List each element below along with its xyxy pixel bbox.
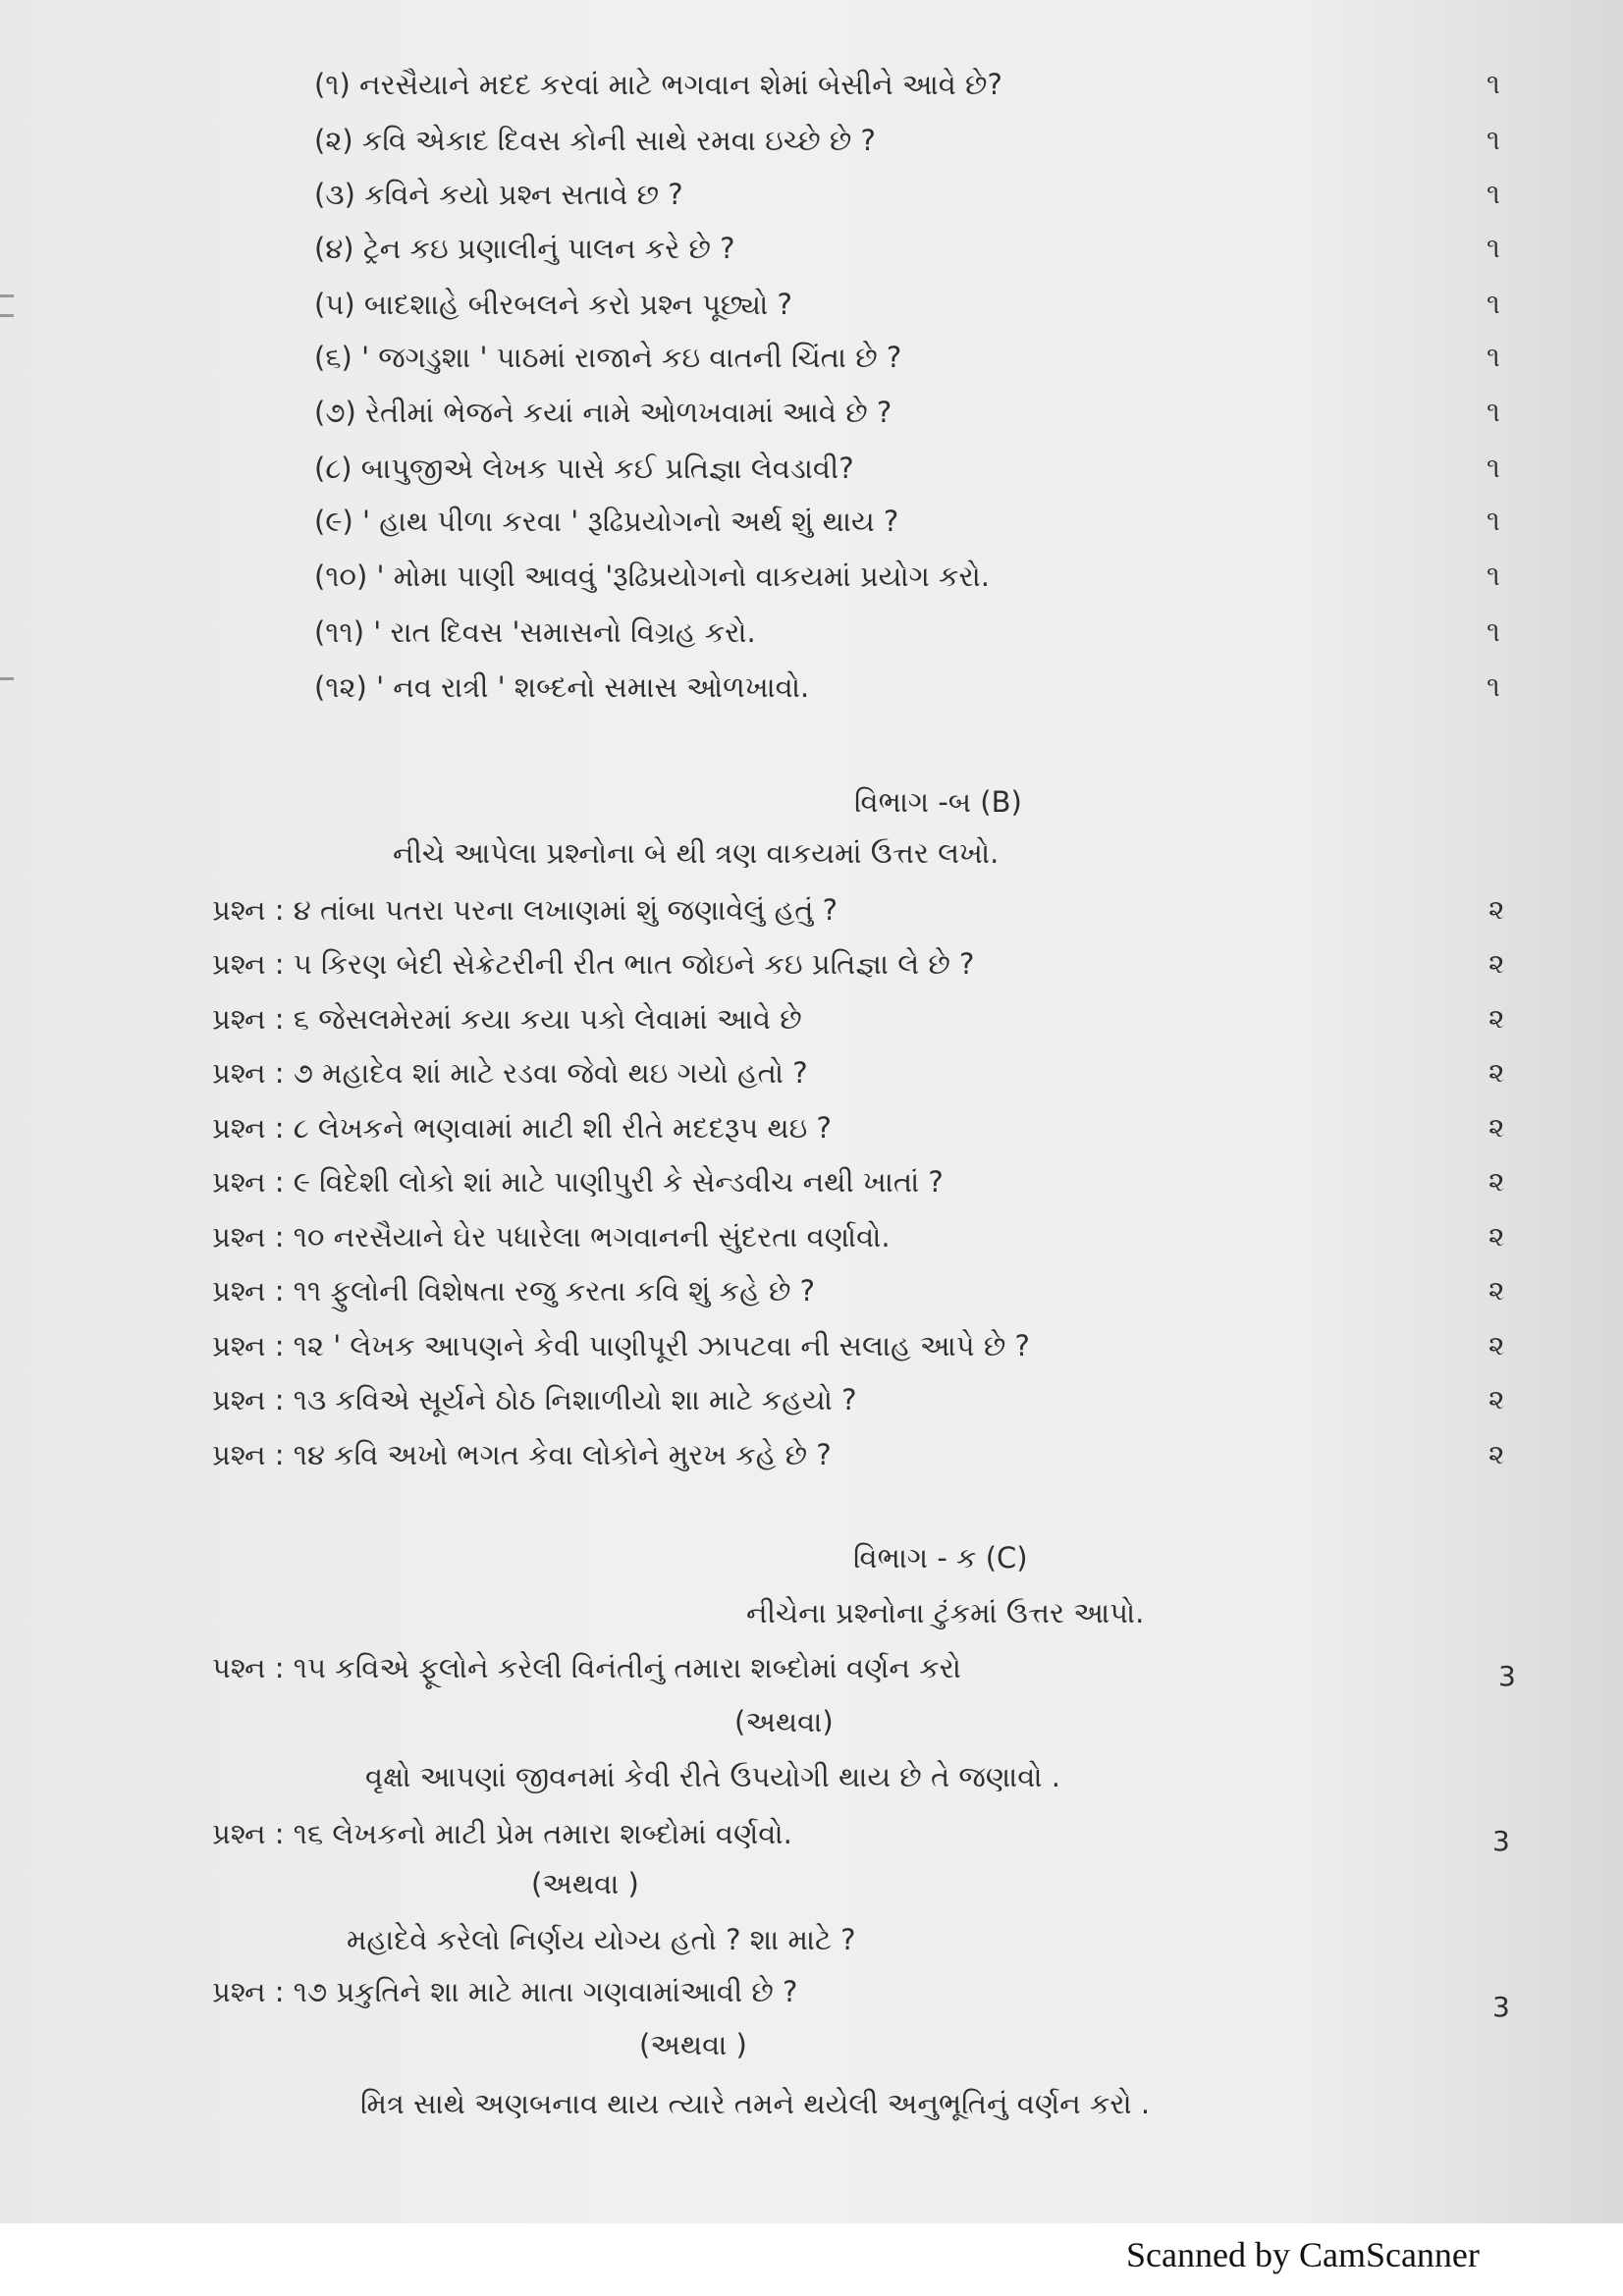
section-c-heading: વિભાગ - ક (C)	[853, 1541, 1028, 1575]
marks: ૨	[1488, 1165, 1505, 1198]
question-b13: પ્રશ્ન : ૧૩ કવિએ સૂર્યને ઠોઠ નિશાળીયો શા માટે કહયો ?	[212, 1383, 857, 1416]
marks: ૧	[1487, 68, 1500, 100]
marks: ૧	[1487, 396, 1500, 428]
question-b10: પ્રશ્ન : ૧૦ નરસૈયાને ઘેર પધારેલા ભગવાનની સુંદરતા વર્ણાવો.	[212, 1220, 891, 1254]
marks: ૨	[1488, 1274, 1505, 1307]
question-a8: (૮) બાપુજીએ લેખક પાસે કઈ પ્રતિજ્ઞા લેવડાવી?	[314, 452, 854, 485]
marks: ૧	[1487, 232, 1500, 264]
question-c16-alternative: મહાદેવે કરેલો નિર્ણય યોગ્ય હતો ? શા માટે ?	[347, 1923, 856, 1956]
marks: ૨	[1488, 1383, 1505, 1415]
question-a11: (૧૧) ' રાત દિવસ 'સમાસનો વિગ્રહ કરો.	[314, 615, 756, 649]
or-label: (અથવા)	[734, 1705, 834, 1738]
question-b8: પ્રશ્ન : ૮ લેખકને ભણવામાં માટી શી રીતે મદદરૂપ થઇ ?	[212, 1111, 832, 1145]
question-a1: (૧) નરસૈયાને મદદ કરવાં માટે ભગવાન શેમાં બેસીને આવે છે?	[314, 68, 1002, 101]
marks: 3	[1492, 1825, 1510, 1857]
question-c16: પ્રશ્ન : ૧૬ લેખકનો માટી પ્રેમ તમારા શબ્દોમાં વર્ણવો.	[212, 1817, 792, 1850]
question-c17: પ્રશ્ન : ૧૭ પ્રકુતિને શા માટે માતા ગણવામાંઆવી છે ?	[212, 1975, 798, 2008]
marks: ૨	[1488, 947, 1505, 980]
question-b12: પ્રશ્ન : ૧૨ ' લેખક આપણને કેવી પાણીપૂરી ઝાપટવા ની સલાહ આપે છે ?	[212, 1329, 1030, 1362]
question-a4: (૪) ટ્રેન કઇ પ્રણાલીનું પાલન કરે છે ?	[314, 232, 735, 265]
question-b11: પ્રશ્ન : ૧૧ ફુલોની વિશેષતા રજુ કરતા કવિ શું કહે છે ?	[212, 1274, 816, 1308]
marks: ૨	[1488, 893, 1505, 926]
camscanner-watermark: Scanned by CamScanner	[1126, 2235, 1480, 2274]
section-b-instruction: નીચે આપેલા પ્રશ્નોના બે થી ત્રણ વાકયમાં ઉત્તર લખો.	[393, 836, 1000, 870]
marks: ૧	[1487, 288, 1500, 320]
marks: ૨	[1488, 1111, 1505, 1144]
marks: ૨	[1488, 1220, 1505, 1253]
marks: 3	[1498, 1660, 1516, 1692]
question-a10: (૧૦) ' મોમા પાણી આવવું 'રૂઢિપ્રયોગનો વાકયમાં પ્રયોગ કરો.	[314, 560, 990, 593]
or-label: (અથવા )	[531, 1867, 639, 1900]
question-b5: પ્રશ્ન : ૫ કિરણ બેદી સેક્રેટરીની રીત ભાત જોઇને કઇ પ્રતિજ્ઞા લે છે ?	[212, 947, 975, 981]
question-c15: પશ્ન : ૧૫ કવિએ ફૂલોને કરેલી વિનંતીનું તમારા શબ્દોમાં વર્ણન કરો	[212, 1651, 961, 1684]
question-a7: (૭) રેતીમાં ભેજને કયાં નામે ઓળખવામાં આવે છે ?	[314, 396, 893, 429]
marks: ૨	[1488, 1002, 1505, 1035]
marks: ૨	[1488, 1056, 1505, 1089]
question-a9: (૯) ' હાથ પીળા કરવા ' રૂઢિપ્રયોગનો અર્થ શું થાય ?	[314, 505, 899, 538]
question-a12: (૧૨) ' નવ રાત્રી ' શબ્દનો સમાસ ઓળખાવો.	[314, 670, 810, 704]
question-b6: પ્રશ્ન : ૬ જેસલમેરમાં કયા કયા પકો લેવામાં આવે છે	[212, 1002, 802, 1036]
section-b-heading: વિભાગ -બ (B)	[854, 785, 1022, 819]
page-edge-mark	[0, 314, 14, 317]
page-edge-mark	[0, 677, 14, 680]
marks: ૧	[1487, 560, 1500, 592]
marks: ૧	[1487, 505, 1500, 537]
marks: ૧	[1487, 341, 1500, 373]
question-a6: (૬) ' જગડુશા ' પાઠમાં રાજાને કઇ વાતની ચિંતા છે ?	[314, 341, 902, 374]
or-label: (અથવા )	[639, 2028, 747, 2061]
marks: ૧	[1487, 178, 1500, 210]
marks: 3	[1492, 1991, 1510, 2023]
marks: ૧	[1487, 452, 1500, 484]
question-b7: પ્રશ્ન : ૭ મહાદેવ શાં માટે રડવા જેવો થઇ ગયો હતો ?	[212, 1056, 808, 1090]
marks: ૨	[1488, 1438, 1505, 1470]
question-b4: પ્રશ્ન : ૪ તાંબા પતરા પરના લખાણમાં શું જણાવેલું હતું ?	[212, 893, 839, 927]
question-a2: (૨) કવિ એકાદ દિવસ કોની સાથે રમવા ઇચ્છે છે ?	[314, 124, 876, 157]
question-b9: પ્રશ્ન : ૯ વિદેશી લોકો શાં માટે પાણીપુરી કે સેન્ડવીચ નથી ખાતાં ?	[212, 1165, 944, 1199]
marks: ૧	[1487, 670, 1500, 703]
question-a3: (૩) કવિને કયો પ્રશ્ન સતાવે છ ?	[314, 178, 683, 211]
marks: ૨	[1488, 1329, 1505, 1362]
marks: ૧	[1487, 124, 1500, 156]
marks: ૧	[1487, 615, 1500, 648]
question-a5: (૫) બાદશાહે બીરબલને કરો પ્રશ્ન પૂછ્યો ?	[314, 288, 792, 321]
question-b14: પ્રશ્ન : ૧૪ કવિ અખો ભગત કેવા લોકોને મુરખ કહે છે ?	[212, 1438, 832, 1471]
question-c17-alternative: મિત્ર સાથે અણબનાવ થાય ત્યારે તમને થયેલી અનુભૂતિનું વર્ણન કરો .	[360, 2087, 1151, 2120]
question-c15-alternative: વૃક્ષો આપણાં જીવનમાં કેવી રીતે ઉપયોગી થાય છે તે જણાવો .	[365, 1760, 1060, 1793]
section-c-instruction: નીચેના પ્રશ્નોના ટુંકમાં ઉત્તર આપો.	[746, 1596, 1145, 1629]
page-edge-mark	[0, 294, 14, 297]
